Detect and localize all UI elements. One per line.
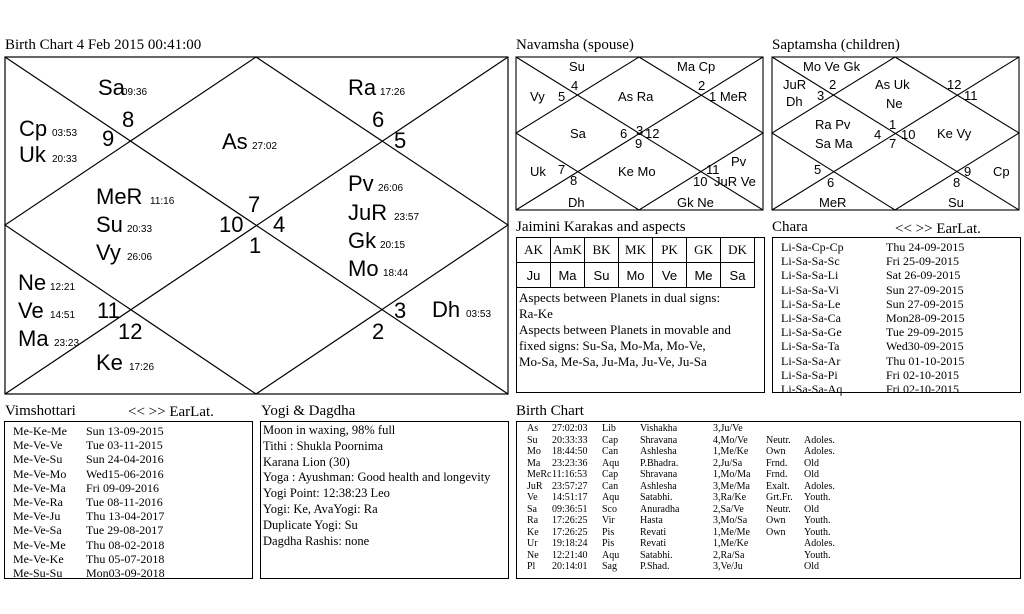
karaka-value: Ma <box>551 263 585 288</box>
house-number: 12 <box>118 319 143 344</box>
navamsha-chart <box>515 56 765 212</box>
vimshottari-title: Vimshottari <box>5 403 76 419</box>
planet-ne-name: Ne <box>18 270 47 295</box>
planet-ke-deg: 17:26 <box>129 362 155 373</box>
karaka-value: Sa <box>721 263 755 288</box>
sap-label: Cp <box>993 164 1010 179</box>
saptamsha-title: Saptamsha (children) <box>772 37 900 53</box>
planet-ve-deg: 14:51 <box>50 310 76 321</box>
nav-label: Gk Ne <box>677 195 714 210</box>
nav-label: 1 MeR <box>709 89 748 104</box>
nav-label: 7 <box>558 162 566 177</box>
planet-jur-deg: 23:57 <box>394 212 420 223</box>
house-number: 3 <box>394 298 407 323</box>
karaka-value: Su <box>585 263 619 288</box>
nav-label: 6 <box>620 126 628 141</box>
chara-nav-button[interactable]: << >> EarLat. <box>895 221 981 237</box>
nav-label: 3 <box>636 123 644 138</box>
nav-label: 4 <box>571 78 579 93</box>
list-item[interactable]: Me-Ve-Ju Thu 13-04-2017 <box>13 509 165 524</box>
sap-label: 9 <box>964 164 972 179</box>
karaka-value: Ju <box>517 263 551 288</box>
chara-title: Chara <box>772 219 808 235</box>
nav-label: 12 <box>645 126 660 141</box>
planet-ne-deg: 12:21 <box>50 282 76 293</box>
house-number: 8 <box>122 107 135 132</box>
aspect-text: Aspects between Planets in movable and <box>519 322 731 337</box>
table-row: MeRc 11:16:53 Cap Shravana 1,Mo/Ma Frnd. Old <box>527 469 819 480</box>
list-item[interactable]: Me-Ve-Ve Tue 03-11-2015 <box>13 438 163 453</box>
nav-label: 11 <box>706 162 720 177</box>
sap-label: 5 <box>814 162 822 177</box>
table-row: Pl 20:14:01 Sag P.Shad. 3,Ve/Ju Old <box>527 561 819 572</box>
sap-label: 4 <box>874 127 882 142</box>
planet-vy-name: Vy <box>96 240 121 265</box>
planet-dh-name: Dh <box>432 297 461 322</box>
list-item[interactable]: Me-Ve-Ke Thu 05-07-2018 <box>13 551 165 566</box>
yogi-line: Yogi Point: 12:38:23 Leo <box>263 486 390 501</box>
sap-label: Sa Ma <box>815 136 853 151</box>
table-row: Ke 17:26:25 Pis Revati 1,Me/Me Own Youth. <box>527 526 831 538</box>
table-row: Su 20:33:33 Cap Shravana 4,Mo/Ve Neutr. Adoles. <box>527 434 835 446</box>
nav-label: Sa <box>570 126 586 141</box>
sap-label: As Uk <box>875 77 910 92</box>
list-item[interactable]: Li-Sa-Sa-Ar Thu 01-10-2015 <box>781 353 965 368</box>
nav-label: 8 <box>570 173 578 188</box>
list-item[interactable]: Me-Ke-Me Sun 13-09-2015 <box>13 424 164 438</box>
house-number: 1 <box>249 233 262 258</box>
karaka-table <box>516 237 755 288</box>
list-item[interactable]: Li-Sa-Cp-Cp Thu 24-09-2015 <box>781 240 965 254</box>
list-item[interactable]: Li-Sa-Sa-Vi Sun 27-09-2015 <box>781 282 964 297</box>
list-item[interactable]: Li-Sa-Sa-Pi Fri 02-10-2015 <box>781 367 959 382</box>
yogi-line: Duplicate Yogi: Su <box>263 517 358 532</box>
birth-table-panel <box>516 421 1021 579</box>
planet-mo-deg: 18:44 <box>383 268 409 279</box>
nav-label: Su <box>569 59 585 74</box>
planet-ke-name: Ke <box>96 350 123 375</box>
nav-label: Uk <box>530 164 546 179</box>
table-row: Sa 09:36:51 Sco Anuradha 2,Sa/Ve Neutr. Old <box>527 503 819 515</box>
list-item[interactable]: Me-Ve-Ma Fri 09-09-2016 <box>13 480 159 495</box>
vimshottari-nav-button[interactable]: << >> EarLat. <box>128 404 214 420</box>
planet-su-name: Su <box>96 212 123 237</box>
planet-pv-name: Pv <box>348 171 374 196</box>
house-number: 10 <box>219 212 244 237</box>
planet-cp-name: Cp <box>19 116 48 141</box>
main-birth-chart <box>4 56 510 396</box>
nav-label: 9 <box>635 136 643 151</box>
jaimini-title: Jaimini Karakas and aspects <box>516 219 686 235</box>
sap-label: Mo Ve Gk <box>803 59 861 74</box>
yogi-line: Moon in waxing, 98% full <box>263 423 396 437</box>
sap-label: 8 <box>953 175 961 190</box>
sap-label: JuR <box>783 77 807 92</box>
list-item[interactable]: Li-Sa-Sa-Ta Wed30-09-2015 <box>781 339 964 354</box>
karaka-value: Me <box>687 263 721 288</box>
table-row: Ve 14:51:17 Aqu Satabhi. 3,Ra/Ke Grt.Fr. Youth. <box>527 492 831 503</box>
birth-table-title: Birth Chart <box>516 403 584 419</box>
nav-label: 2 <box>698 78 706 93</box>
yogi-line: Yogi: Ke, AvaYogi: Ra <box>263 501 378 516</box>
sap-label: 7 <box>889 136 897 151</box>
nav-label: Ma Cp <box>677 59 716 74</box>
sap-label: Ne <box>886 96 903 111</box>
planet-jur-name: JuR <box>348 200 388 225</box>
table-row: Ne 12:21:40 Aqu Satabhi. 2,Ra/Sa Youth. <box>527 549 831 561</box>
list-item[interactable]: Li-Sa-Sa-Ge Tue 29-09-2015 <box>781 325 964 340</box>
aspect-text: Mo-Sa, Me-Sa, Ju-Ma, Ju-Ve, Ju-Sa <box>519 354 707 369</box>
karaka-header: DK <box>721 238 755 263</box>
house-number: 6 <box>372 107 385 132</box>
list-item[interactable]: Li-Sa-Sa-Le Sun 27-09-2015 <box>781 296 964 311</box>
list-item[interactable]: Me-Ve-Mo Wed15-06-2016 <box>13 466 164 481</box>
table-row: JuR 23:57:27 Can Ashlesha 3,Me/Ma Exalt. Adoles. <box>527 480 835 492</box>
sap-label: MeR <box>819 195 847 210</box>
house-number: 9 <box>102 126 115 151</box>
karaka-header: MK <box>619 238 653 263</box>
sap-label: Ra Pv <box>815 117 851 132</box>
sap-label: 11 <box>964 88 978 103</box>
house-number: 11 <box>97 298 120 323</box>
sap-label: Su <box>948 195 964 210</box>
planet-as-name: As <box>222 129 248 154</box>
nav-label: JuR Ve <box>714 174 756 189</box>
planet-ve-name: Ve <box>18 298 44 323</box>
navamsha-title: Navamsha (spouse) <box>516 37 634 53</box>
yogi-line: Tithi : Shukla Poornima <box>263 438 384 453</box>
list-item[interactable]: Li-Sa-Sa-Sc Fri 25-09-2015 <box>781 254 959 269</box>
nav-label: Dh <box>568 195 585 210</box>
house-number: 7 <box>248 192 261 217</box>
karaka-header: AK <box>517 238 551 263</box>
sap-label: 6 <box>827 175 835 190</box>
planet-sa-deg: 09:36 <box>122 87 148 98</box>
list-item[interactable]: Me-Ve-Sa Tue 29-08-2017 <box>13 523 164 538</box>
table-row: Mo 18:44:50 Can Ashlesha 1,Me/Ke Own Adoles. <box>527 446 835 457</box>
birth-chart-title: Birth Chart 4 Feb 2015 00:41:00 <box>5 37 202 53</box>
aspect-text: Ra-Ke <box>519 306 553 321</box>
table-row: As 27:02:03 Lib Vishakha 3,Ju/Ve <box>527 423 743 434</box>
aspect-text: Aspects between Planets in dual signs: <box>519 290 721 305</box>
planet-ra-name: Ra <box>348 75 377 100</box>
planet-sa-name: Sa <box>98 75 125 100</box>
sap-label: Ke Vy <box>937 126 972 141</box>
house-number: 4 <box>273 212 286 237</box>
planet-cp-deg: 03:53 <box>52 128 78 139</box>
karaka-header: GK <box>687 238 721 263</box>
table-row: Ra 17:26:25 Vir Hasta 3,Mo/Sa Own Youth. <box>527 515 831 526</box>
planet-mo-name: Mo <box>348 256 379 281</box>
sap-label: Dh <box>786 94 803 109</box>
planet-as-deg: 27:02 <box>252 141 278 152</box>
aspect-text: fixed signs: Su-Sa, Mo-Ma, Mo-Ve, <box>519 338 706 353</box>
nav-label: 5 <box>558 89 566 104</box>
planet-gk-name: Gk <box>348 228 377 253</box>
sap-label: 2 <box>829 77 837 92</box>
list-item[interactable]: Li-Sa-Sa-Aq Fri 02-10-2015 <box>781 382 959 397</box>
planet-su-deg: 20:33 <box>127 224 153 235</box>
karaka-value: Ve <box>653 263 687 288</box>
karaka-value: Mo <box>619 263 653 288</box>
jaimini-panel <box>516 237 765 393</box>
list-item[interactable]: Me-Ve-Me Thu 08-02-2018 <box>13 537 165 552</box>
list-item[interactable]: Me-Su-Su Mon03-09-2018 <box>13 566 165 581</box>
yogi-line: Dagdha Rashis: none <box>263 533 370 548</box>
house-number: 2 <box>372 319 385 344</box>
sap-label: 3 <box>817 88 825 103</box>
list-item[interactable]: Li-Sa-Sa-Li Sat 26-09-2015 <box>781 268 961 283</box>
karaka-header: BK <box>585 238 619 263</box>
planet-gk-deg: 20:15 <box>380 240 406 251</box>
yogi-panel <box>260 421 509 579</box>
sap-label: 10 <box>901 127 916 142</box>
list-item[interactable]: Li-Sa-Sa-Ca Mon28-09-2015 <box>781 311 965 326</box>
sap-label: 12 <box>947 77 962 92</box>
list-item[interactable]: Me-Ve-Su Sun 24-04-2016 <box>13 452 164 467</box>
list-item[interactable]: Me-Ve-Ra Tue 08-11-2016 <box>13 495 163 510</box>
table-row: Ma 23:23:36 Aqu P.Bhadra. 2,Ju/Sa Frnd. Old <box>527 457 819 469</box>
vimshottari-panel <box>4 421 253 579</box>
yogi-line: Yoga : Ayushman: Good health and longevity <box>263 470 491 485</box>
planet-mer-name: MeR <box>96 184 143 209</box>
nav-label: As Ra <box>618 89 654 104</box>
saptamsha-chart <box>771 56 1021 212</box>
nav-label: Pv <box>731 154 747 169</box>
planet-pv-deg: 26:06 <box>378 183 404 194</box>
table-row: Ur 19:18:24 Pis Revati 1,Me/Ke Adoles. <box>527 538 835 549</box>
planet-vy-deg: 26:06 <box>127 252 153 263</box>
planet-uk-name: Uk <box>19 142 46 167</box>
planet-ma-deg: 23:23 <box>54 338 80 349</box>
nav-label: Vy <box>530 89 545 104</box>
karaka-header: AmK <box>551 238 585 263</box>
chara-panel <box>772 237 1021 397</box>
sap-label: 1 <box>889 117 897 132</box>
yogi-title: Yogi & Dagdha <box>261 403 356 419</box>
yogi-line: Karana Lion (30) <box>263 454 350 469</box>
planet-ma-name: Ma <box>18 326 49 351</box>
karaka-header: PK <box>653 238 687 263</box>
planet-ra-deg: 17:26 <box>380 87 406 98</box>
planet-dh-deg: 03:53 <box>466 309 492 320</box>
planet-mer-deg: 11:16 <box>150 196 175 207</box>
planet-uk-deg: 20:33 <box>52 154 78 165</box>
nav-label: Ke Mo <box>618 164 656 179</box>
house-number: 5 <box>394 128 407 153</box>
nav-label: 10 <box>693 174 708 189</box>
